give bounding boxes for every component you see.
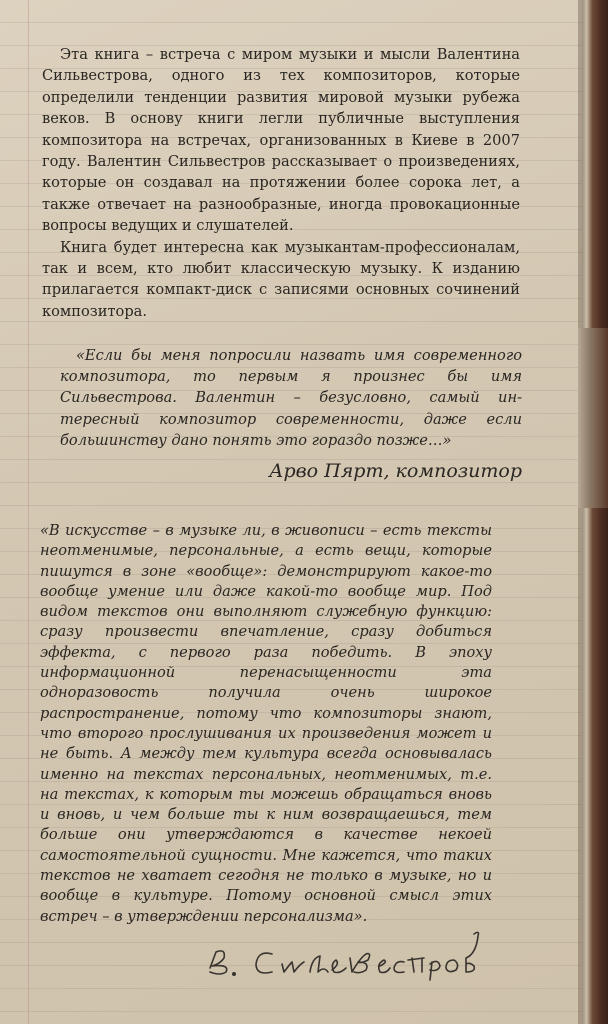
quote-part-text: «Если бы меня попросили назвать имя современного композитора, то первым я произнес бы имя Сильвестрова. Валентин – безусловно, самый ин-тересный композитор современности, даже если большинству дано понять это гораздо позже…» (60, 347, 522, 449)
intro-text (42, 44, 520, 322)
quote-silvestrov-text: «В искусстве – в музыке ли, в живописи – есть тексты неотменимые, персональные, а есть вещи, которые пишутся в зоне «вообще»: демонстрируют какое-то вообще умение или даже какой-то вообще мир. Под видом текстов они выполняют служебную функцию: сразу произвести впечатление, сразу добиться эффекта, с первого раза победить. В эпоху информационной перенасыщенности эта одноразовость получила очень широкое распространение, потому что композиторы знают, что второго прослушивания их произведения может и не быть. А между тем культура всегда основывалась именно на текстах персональных, неотменимых, т.е. на текстах, к которым ты можешь обращаться вновь и вновь, и чем больше ты к ним возвращаешься, тем больше они утверждаются в качестве некоей самостоятельной сущности. Мне кажется, что таких текстов не хватает сегодня не только в музыке, но и вообще в культуре. Потому основной смысл этих встреч – в утверждении персонализма». (40, 522, 492, 925)
margin-line (28, 0, 29, 1024)
intro-paragraph-1: Эта книга – встреча с миром музыки и мысли Валентина Сильвестрова, одного из тех композиторов, которые определили тенденции развития мировой музыки рубежа веков. В основу книги легли публичные выступления композитора на встречах, организованных в Киеве в 2007 году. Валентин Сильвестров рассказывает о произведениях, которые он создавал на протяжении более сорока лет, а также отвечает на разнообразные, иногда провокационные вопросы ведущих и слушателей. (42, 46, 520, 235)
book-spine (582, 0, 608, 1024)
spine-tab (578, 328, 608, 508)
quote-attribution: Арво Пярт, композитор (269, 460, 522, 482)
quote-part-blockquote (60, 345, 522, 451)
signature-image (200, 928, 500, 988)
quote-silvestrov-blockquote (40, 521, 492, 927)
intro-paragraph-2: Книга будет интересна как музыкантам-профессионалам, так и всем, кто любит классическую музыку. К изданию прилагается компакт-диск с записями основных сочинений композитора. (42, 238, 520, 320)
